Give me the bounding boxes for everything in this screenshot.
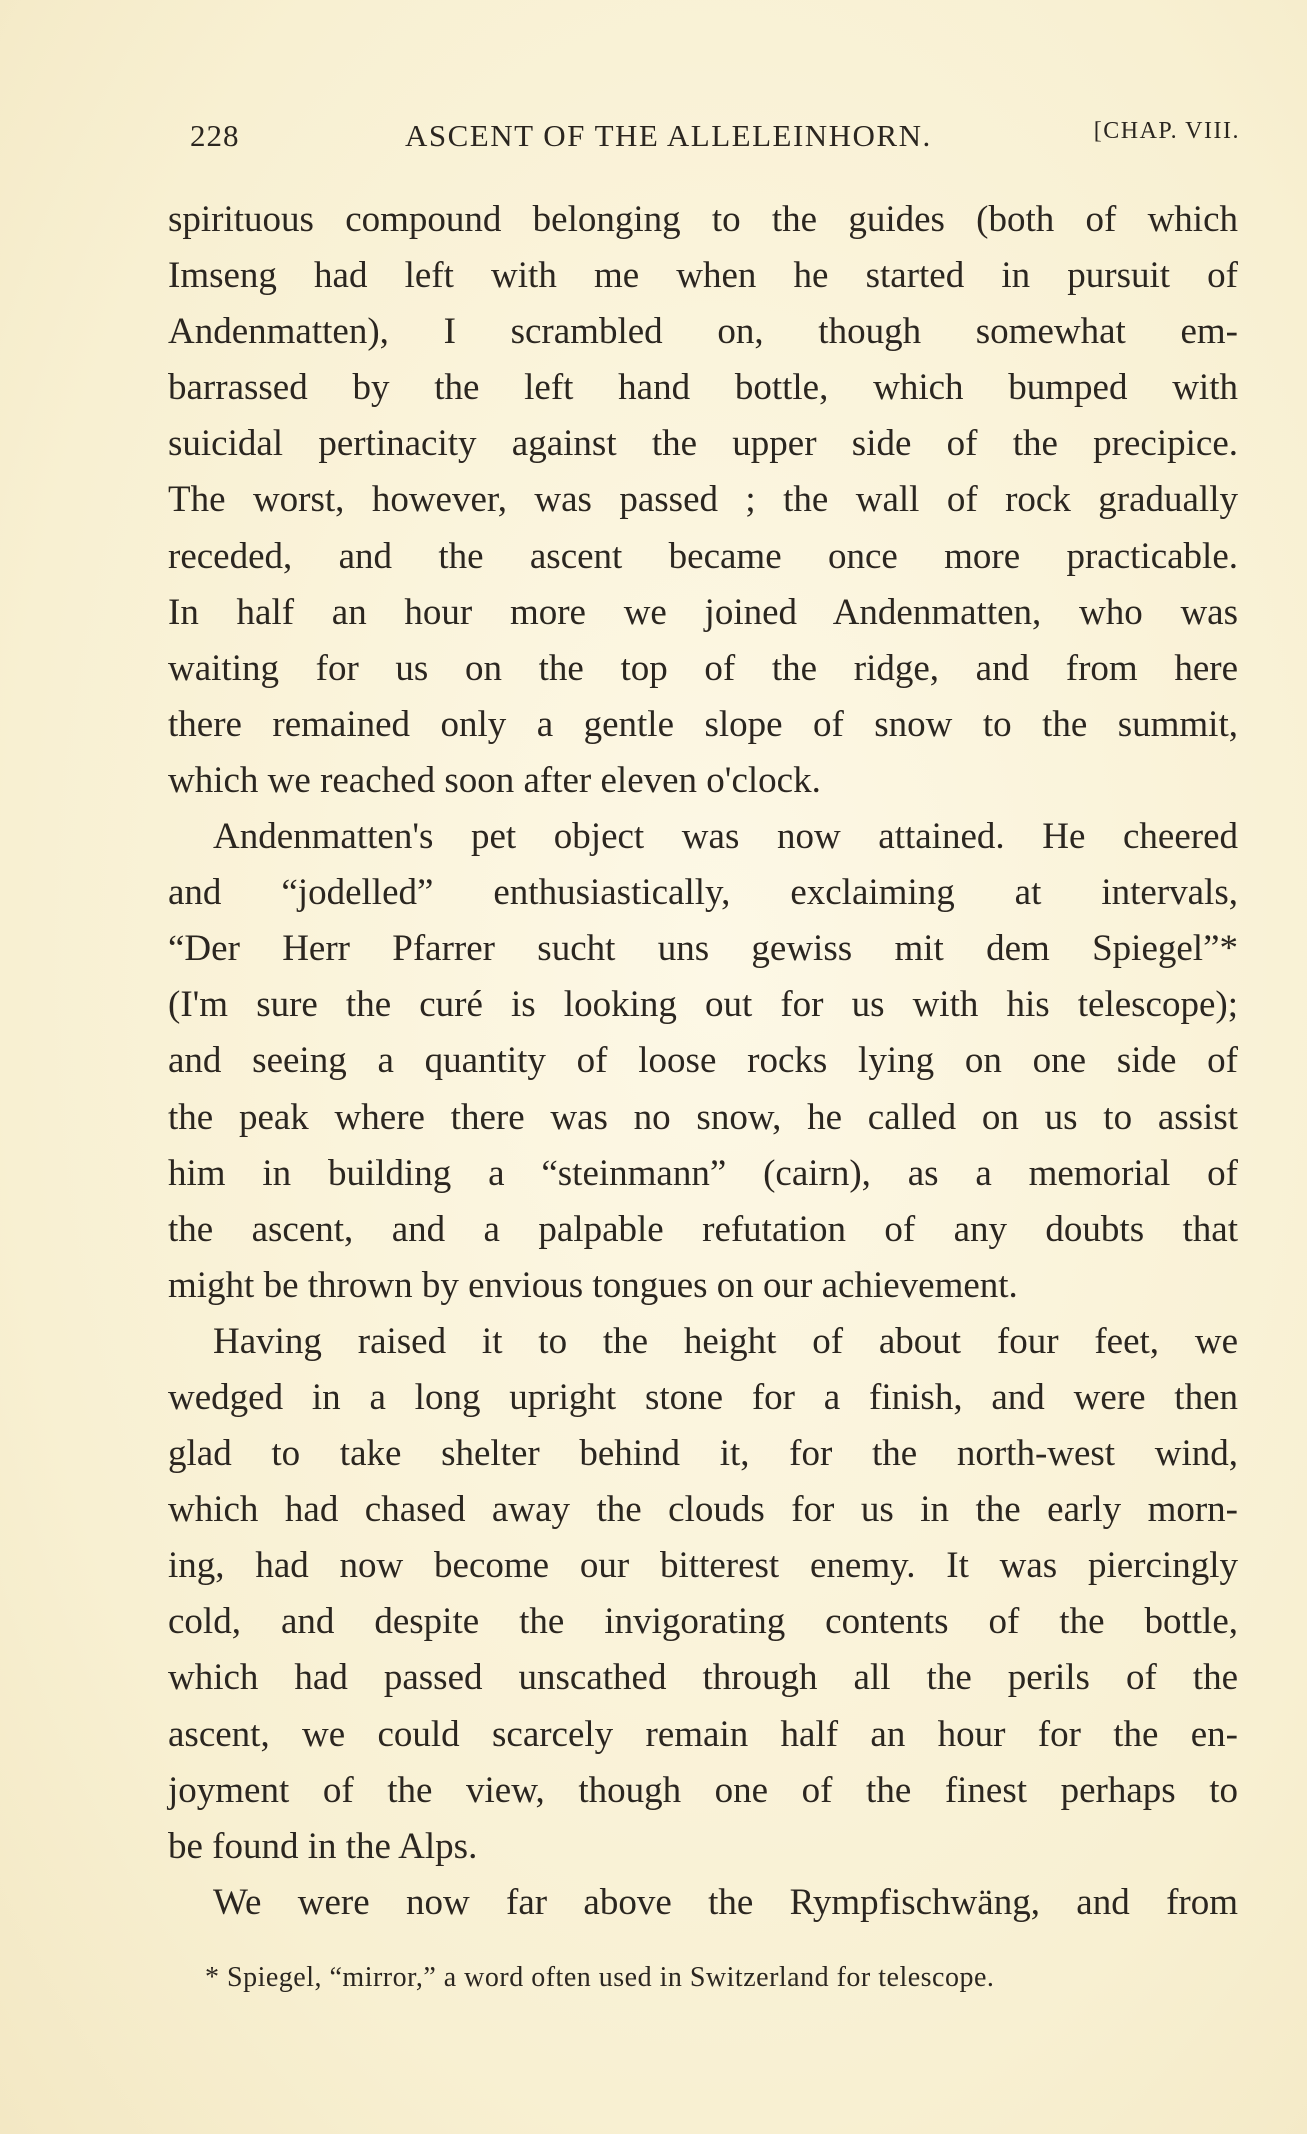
chapter-reference: [CHAP. VIII. (1093, 118, 1240, 144)
text-line: In half an hour more we joined Andenmatten, who was (168, 591, 1238, 633)
text-line: which had chased away the clouds for us in the early morn- (168, 1489, 1238, 1531)
text-line: Andenmatten's pet object was now attained. He cheered (213, 816, 1238, 858)
text-line: receded, and the ascent became once more practicable. (168, 535, 1238, 577)
text-line: and seeing a quantity of loose rocks lying on one side of (168, 1040, 1238, 1082)
text-line: glad to take shelter behind it, for the north-west wind, (168, 1433, 1238, 1475)
body-text (168, 192, 1238, 1931)
text-line: wedged in a long upright stone for a finish, and were then (168, 1376, 1238, 1418)
text-line: spirituous compound belonging to the guides (both of which (168, 199, 1238, 240)
page-number: 228 (190, 118, 240, 153)
text-line: The worst, however, was passed ; the wall of rock gradually (168, 479, 1238, 521)
text-line: barrassed by the left hand bottle, which bumped with (168, 367, 1238, 409)
text-line: which we reached soon after eleven o'clock. (168, 759, 821, 801)
text-line: be found in the Alps. (168, 1825, 478, 1867)
text-line: suicidal pertinacity against the upper side of the precipice. (168, 423, 1238, 465)
text-line: and “jodelled” enthusiastically, exclaiming at intervals, (168, 872, 1238, 914)
text-line: him in building a “steinmann” (cairn), as a memorial of (168, 1152, 1238, 1194)
text-line: waiting for us on the top of the ridge, and from here (168, 647, 1238, 689)
text-line: ing, had now become our bitterest enemy. It was piercingly (168, 1545, 1238, 1587)
text-line: “Der Herr Pfarrer sucht uns gewiss mit dem Spiegel”* (168, 928, 1238, 970)
text-line: might be thrown by envious tongues on our achievement. (168, 1264, 1018, 1306)
text-line: Imseng had left with me when he started in pursuit of (168, 255, 1238, 297)
text-line: cold, and despite the invigorating contents of the bottle, (168, 1601, 1238, 1643)
running-title: ASCENT OF THE ALLELEINHORN. (405, 118, 932, 153)
text-line: Having raised it to the height of about four feet, we (213, 1320, 1238, 1362)
text-line: the peak where there was no snow, he called on us to assist (168, 1096, 1238, 1138)
text-line: there remained only a gentle slope of snow to the summit, (168, 703, 1238, 745)
text-line: joyment of the view, though one of the finest perhaps to (168, 1769, 1238, 1811)
text-line: which had passed unscathed through all the perils of the (168, 1657, 1238, 1699)
footnote: * Spiegel, “mirror,” a word often used in Switzerland for telescope. (205, 1962, 995, 1993)
running-header (190, 118, 1240, 158)
text-line: the ascent, and a palpable refutation of any doubts that (168, 1208, 1238, 1250)
text-line: (I'm sure the curé is looking out for us with his telescope); (168, 984, 1238, 1026)
text-line: We were now far above the Rympfischwäng, and from (213, 1881, 1238, 1923)
text-line: Andenmatten), I scrambled on, though somewhat em- (168, 311, 1238, 353)
text-line: ascent, we could scarcely remain half an hour for the en- (168, 1713, 1238, 1755)
